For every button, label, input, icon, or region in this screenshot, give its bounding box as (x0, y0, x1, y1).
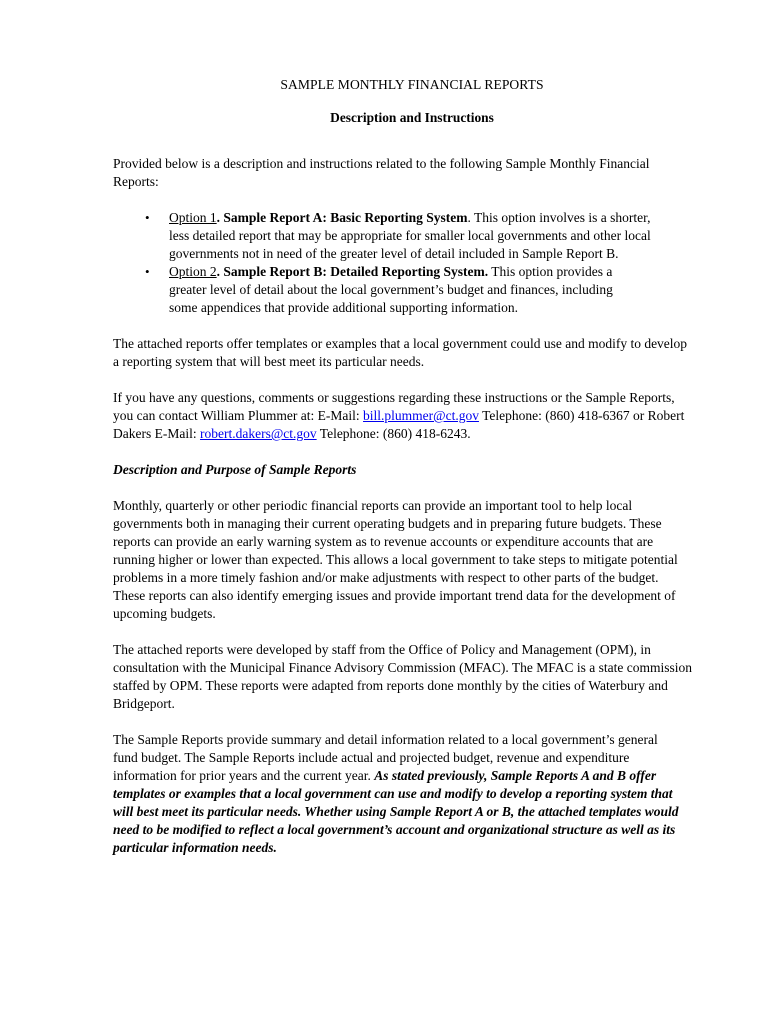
option-label: Option 2 (169, 264, 217, 279)
contact-paragraph (113, 389, 693, 443)
bullet-icon: • (145, 210, 150, 225)
option-heading: . Sample Report B: Detailed Reporting System. (216, 264, 489, 279)
contact-text-1: If you have any questions, comments or suggestions regarding these instructions or the Sample Reports, you can contact William Plummer at: E-Mail: (113, 390, 675, 423)
option-text: . This option involves is a shorter, less detailed report that may be appropriate for smaller local governments and other local governments not in need of the greater level of detail included in Sample Report B. (169, 210, 651, 261)
list-item-option-2 (113, 263, 619, 317)
options-list (113, 209, 702, 317)
intro-paragraph: Provided below is a description and instructions related to the following Sample Monthly Financial Reports: (113, 156, 650, 189)
email-link-dakers[interactable]: robert.dakers@ct.gov (199, 426, 317, 441)
sample-reports-emphasis: As stated previously, Sample Reports A and B offer templates or examples that a local government can use and modify to develop a reporting system that will best meet its particular needs. Whether using Sample Report A or B, the attached templates would need to be modified to reflect a local government’s account and organizational structure as well as its particular information needs. (113, 768, 679, 855)
document-title: SAMPLE MONTHLY FINANCIAL REPORTS (280, 77, 544, 92)
section-heading: Description and Purpose of Sample Reports (113, 462, 357, 477)
contact-text-2: Telephone: (860) 418-6367 or Robert Dakers E-Mail: (113, 408, 685, 441)
option-heading: . Sample Report A: Basic Reporting System (216, 210, 468, 225)
purpose-paragraph: Monthly, quarterly or other periodic financial reports can provide an important tool to help local governments both in managing their current operating budgets and in preparing future budgets. These reports can provide an early warning system as to revenue accounts or expenditure accounts that are running higher or lower than expected. This allows a local government to take steps to mitigate potential problems in a more timely fashion and/or make adjustments with respect to other parts of the budget. These reports can also identify emerging issues and provide important trend data for the development of upcoming budgets. (113, 498, 678, 621)
bullet-icon: • (145, 264, 150, 279)
option-text: This option provides a greater level of detail about the local government’s budget and finances, including some appendices that provide additional supporting information. (169, 264, 613, 315)
contact-text-3: Telephone: (860) 418-6243. (316, 426, 471, 441)
email-link-plummer[interactable]: bill.plummer@ct.gov (363, 408, 479, 423)
developed-paragraph: The attached reports were developed by staff from the Office of Policy and Management (OPM), in consultation with the Municipal Finance Advisory Commission (MFAC). The MFAC is a state commission staffed by OPM. These reports were adapted from reports done monthly by the cities of Waterbury and Bridgeport. (113, 642, 692, 711)
sample-reports-text: The Sample Reports provide summary and detail information related to a local government’s general fund budget. The Sample Reports include actual and projected budget, revenue and expenditure information for prior years and the current year. (113, 732, 658, 783)
sample-reports-paragraph (113, 731, 683, 857)
option-label: Option 1 (169, 210, 217, 225)
list-item-option-1 (113, 209, 659, 263)
attached-reports-paragraph: The attached reports offer templates or examples that a local government could use and modify to develop a reporting system that will best meet its particular needs. (113, 336, 688, 369)
document-subtitle: Description and Instructions (330, 110, 494, 125)
